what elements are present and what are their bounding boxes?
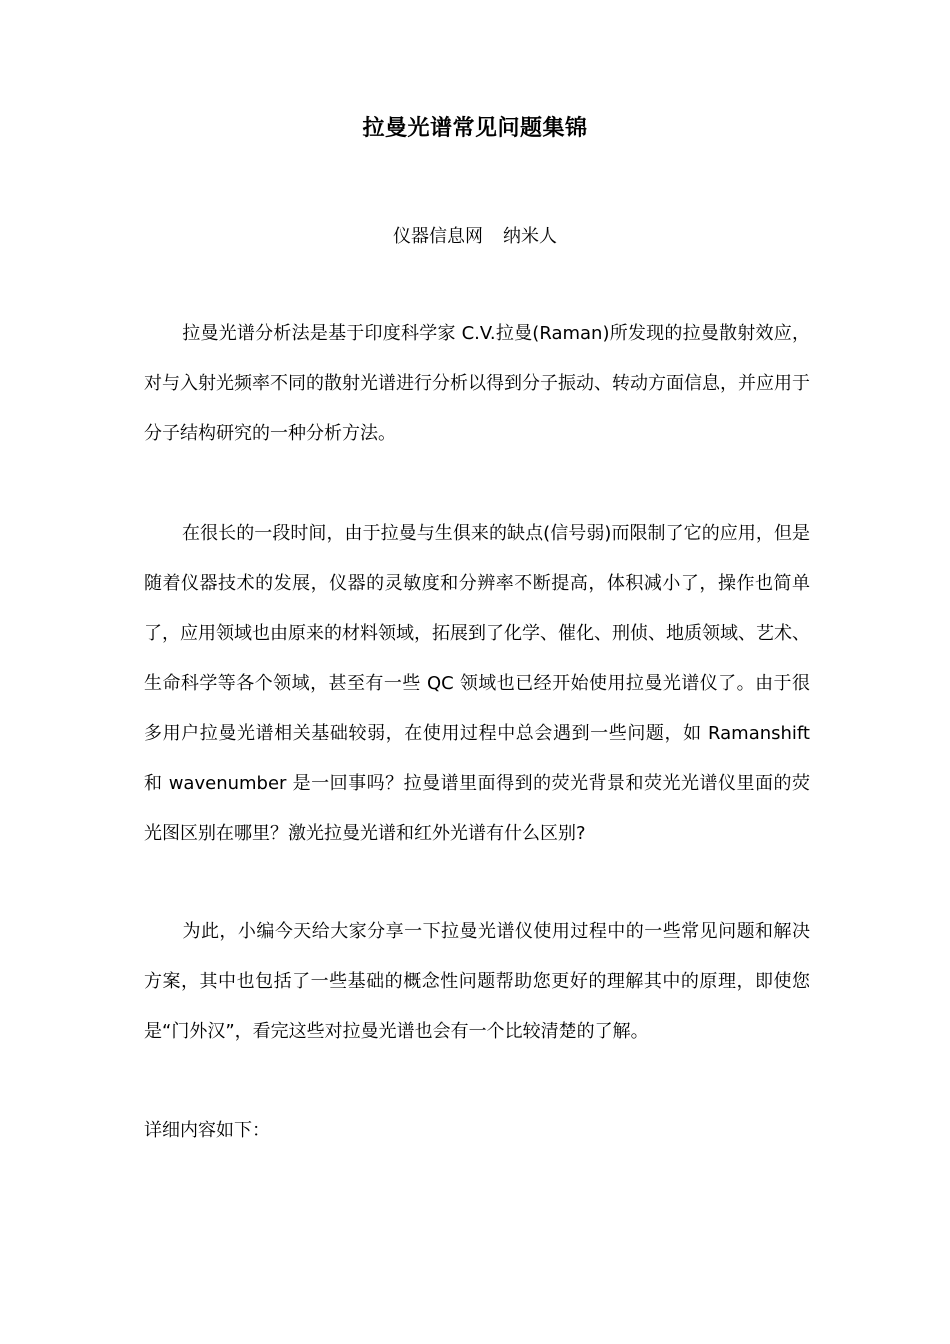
paragraph-purpose [144, 907, 810, 1057]
paragraph-details-lead [144, 1106, 810, 1156]
byline [0, 222, 950, 252]
byline-source: 仪器信息网 [393, 226, 483, 247]
paragraph-text: 为此，小编今天给大家分享一下拉曼光谱仪使用过程中的一些常见问题和解决方案，其中也包括了一些基础的概念性问题帮助您更好的理解其中的原理，即使您是“门外汉”，看完这些对拉曼光谱也会有一个比较清楚的了解。 [144, 921, 810, 1042]
paragraph-text: 详细内容如下： [144, 1120, 270, 1141]
paragraph-intro [144, 309, 810, 459]
paragraph-text: 在很长的一段时间，由于拉曼与生俱来的缺点(信号弱)而限制了它的应用，但是随着仪器技术的发展，仪器的灵敏度和分辨率不断提高，体积减小了，操作也简单了，应用领域也由原来的材料领域，拓展到了化学、催化、刑侦、地质领域、艺术、生命科学等各个领域，甚至有一些 QC 领域也已经开始使用拉曼光谱仪了。由于很多用户拉曼光谱相关基础较弱，在使用过程中总会遇到一些问题，如 Ramanshift 和 wavenumber 是一回事吗？拉曼谱里面得到的荧光背景和荧光光谱仪里面的荧光图区别在哪里？激光拉曼光谱和红外光谱有什么区别? [144, 523, 810, 844]
paragraph-history [144, 509, 810, 859]
paragraph-text: 拉曼光谱分析法是基于印度科学家 C.V.拉曼(Raman)所发现的拉曼散射效应，对与入射光频率不同的散射光谱进行分析以得到分子振动、转动方面信息，并应用于分子结构研究的一种分析方法。 [144, 323, 810, 444]
byline-author: 纳米人 [503, 226, 557, 247]
document-title: 拉曼光谱常见问题集锦 [362, 116, 588, 141]
